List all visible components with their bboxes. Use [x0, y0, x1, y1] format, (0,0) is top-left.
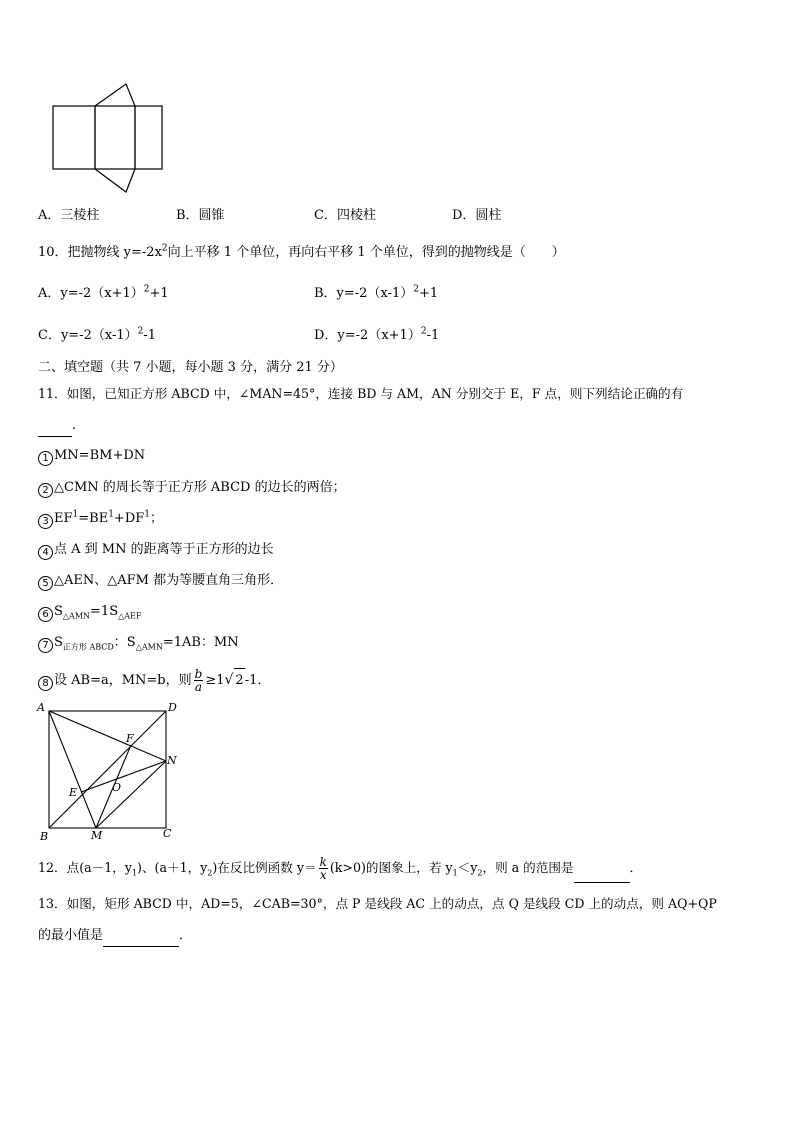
sqrt-icon: √	[224, 672, 234, 688]
q11-conclusion-7: 7 $S_{正方形 ABCD}$：$S_{\triangle AMN}=1AB$：MN	[38, 635, 239, 653]
number-circle: 4	[38, 545, 53, 560]
q11-conclusion-3: 3 $EF^1=BE^1+DF^1$；	[38, 511, 163, 529]
q10-option-a: A．$y=-2(x+1)^2+1$	[38, 284, 169, 301]
fraction-k-over-x: $\frac{k}{x}$	[319, 855, 327, 882]
q11-conclusion-5: 5 △AEN、△AFM 都为等腰直角三角形．	[38, 573, 283, 591]
number-circle: 5	[38, 576, 53, 591]
q9-option-a: A．三棱柱	[38, 208, 100, 223]
prism-net-figure	[50, 82, 166, 198]
answer-blank[interactable]	[38, 420, 72, 437]
q11-conclusion-4: 4 点 A 到 MN 的距离等于正方形的边长	[38, 542, 274, 560]
q13-answer-line: 的最小值是 ．	[38, 928, 192, 947]
square-abcd-figure	[34, 700, 184, 844]
label-a: A	[37, 701, 45, 714]
label-c: C	[163, 827, 172, 840]
q9-option-c: C．四棱柱	[314, 208, 376, 223]
q11-conclusion-6: 6 $S_{\triangle AMN}=1S_{\triangle AEF}$	[38, 604, 141, 622]
answer-blank[interactable]	[103, 930, 179, 947]
label-n: N	[167, 754, 177, 767]
q11-answer-line: .	[38, 418, 76, 437]
q11-stem: 11．如图，已知正方形 ABCD 中，∠MAN=45°，连接 BD 与 AM，AN 分别交于 E，F 点，则下列结论正确的有	[38, 386, 684, 401]
q10-stem: 10．把抛物线 $y=-2x^2$向上平移 1 个单位，再向右平移 1 个单位，得到的抛物线是（ ）	[38, 243, 565, 260]
label-d: D	[168, 701, 177, 714]
label-m: M	[91, 829, 103, 842]
q10-option-d: D．$y=-2(x+1)^2-1$	[314, 326, 440, 343]
q13-stem: 13．如图，矩形 ABCD 中，AD=5，∠CAB=30°，点 P 是线段 AC 上的动点，点 Q 是线段 CD 上的动点，则 AQ+QP	[38, 896, 717, 911]
number-circle: 7	[38, 638, 53, 653]
answer-blank[interactable]	[574, 858, 630, 883]
number-circle: 1	[38, 451, 53, 466]
number-circle: 2	[38, 483, 53, 498]
label-e: E	[69, 786, 78, 799]
q11-conclusion-8: 8 设 AB=a，MN=b，则 $\frac{b}{a}$ ≥1√ 2-1．	[38, 668, 270, 693]
q12-stem: 12．点(a－1，$y_1$)、(a＋1，$y_2$)在反比例函数 y＝ $\frac{k}{x}$ (k>0)的图象上，若 $y_1<y_2$，则 a 的范围是 ．	[38, 855, 643, 882]
section-heading: 二、填空题（共 7 小题，每小题 3 分，满分 21 分）	[38, 360, 343, 375]
label-f: F	[126, 732, 134, 745]
number-circle: 6	[38, 607, 53, 622]
q10-option-c: C．$y=-2(x-1)^2-1$	[38, 326, 157, 343]
number-circle: 3	[38, 514, 53, 529]
label-b: B	[40, 830, 49, 843]
label-o: O	[112, 781, 122, 794]
q11-conclusion-1: 1 MN=BM+DN	[38, 448, 145, 466]
q11-conclusion-2: 2 △CMN 的周长等于正方形 ABCD 的边长的两倍；	[38, 480, 346, 498]
q9-option-b: B．圆锥	[176, 208, 225, 223]
q9-option-d: D．圆柱	[452, 208, 502, 223]
q10-option-b: B．$y=-2(x-1)^2+1$	[314, 284, 439, 301]
number-circle: 8	[38, 676, 53, 691]
fraction-b-over-a: $\frac{b}{a}$	[194, 667, 203, 694]
